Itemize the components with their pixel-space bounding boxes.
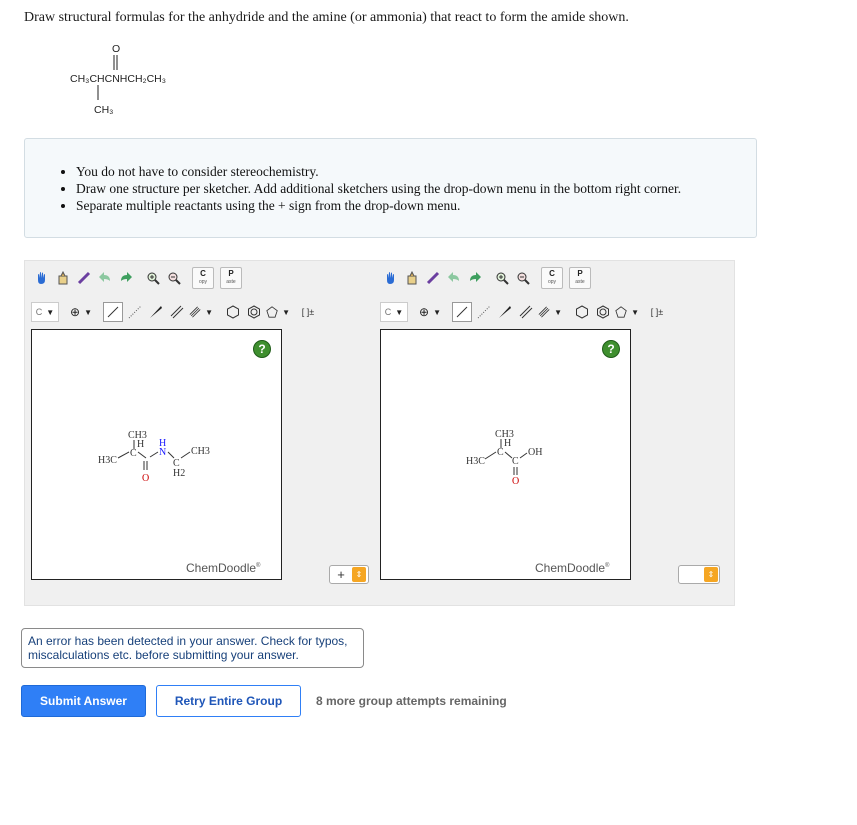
eraser-icon[interactable] <box>403 269 421 287</box>
hand-icon[interactable] <box>382 269 400 287</box>
atom-label: OH <box>528 447 543 458</box>
paste-sub: aste <box>575 279 585 285</box>
zoom-in-icon[interactable] <box>144 269 162 287</box>
bond <box>520 453 527 458</box>
lasso-icon[interactable] <box>75 269 93 287</box>
dashed-bond-icon[interactable] <box>126 303 144 321</box>
molecule-acid <box>381 330 630 579</box>
instruction-item: • Separate multiple reactants using the + sign from the drop-down menu. <box>76 197 756 214</box>
copy-label: C <box>549 269 555 278</box>
paste-button[interactable] <box>220 267 242 289</box>
help-icon[interactable]: ? <box>253 340 271 358</box>
charge-icon: ⊕ <box>70 305 81 319</box>
undo-icon[interactable] <box>96 269 114 287</box>
sketcher-1 <box>25 261 380 607</box>
copy-button[interactable] <box>192 267 214 289</box>
element-select[interactable] <box>31 302 59 322</box>
double-bond-icon[interactable] <box>517 303 535 321</box>
copy-sub: opy <box>547 279 557 285</box>
benzene-icon[interactable] <box>594 303 612 321</box>
sketcher-2-canvas[interactable] <box>380 329 631 580</box>
wedge-bond-icon[interactable] <box>496 303 514 321</box>
charge-select[interactable] <box>417 303 443 321</box>
chevron-down-icon: ▼ <box>46 307 55 317</box>
element-select[interactable] <box>380 302 408 322</box>
chevron-down-icon: ▼ <box>631 307 639 317</box>
atom-label: C <box>497 447 504 458</box>
undo-icon[interactable] <box>445 269 463 287</box>
eraser-icon[interactable] <box>54 269 72 287</box>
zoom-out-icon[interactable] <box>165 269 183 287</box>
atom-label: N <box>159 447 167 458</box>
brackets-tool[interactable]: [ ]± <box>650 307 664 317</box>
atom-label: H <box>504 438 512 449</box>
plus-icon: + <box>337 567 345 582</box>
charge-select[interactable] <box>68 303 94 321</box>
single-bond-tool[interactable] <box>103 302 123 322</box>
bond <box>118 452 129 458</box>
atom-label: C <box>512 456 519 467</box>
help-icon[interactable]: ? <box>602 340 620 358</box>
chevron-down-icon: ▼ <box>84 307 92 317</box>
atom-label: O <box>512 476 520 487</box>
sketcher-1-toolbar-bottom <box>31 301 322 323</box>
amide-main-chain: CH₃CHCNHCH₂CH₃ <box>70 73 167 85</box>
chevron-down-icon: ▼ <box>282 307 290 317</box>
zoom-out-icon[interactable] <box>514 269 532 287</box>
double-bond-icon[interactable] <box>168 303 186 321</box>
atom-label: H2 <box>173 468 186 479</box>
question-text: Draw structural formulas for the anhydride and the amine (or ammonia) that react to form the amide shown. <box>24 10 629 25</box>
instructions-list <box>25 163 756 214</box>
atom-label: H3C <box>98 455 117 466</box>
instruction-item: • You do not have to consider stereochemistry. <box>76 163 756 180</box>
atom-label: CH3 <box>495 429 514 440</box>
bond <box>150 452 158 457</box>
sketcher-2-toolbar-top <box>382 267 597 289</box>
benzene-icon[interactable] <box>245 303 263 321</box>
atom-label: C <box>173 458 180 469</box>
sketcher-2-toolbar-bottom <box>380 301 671 323</box>
spinner-icon: ⇕ <box>704 567 718 582</box>
ring-select[interactable] <box>266 303 290 321</box>
brackets-tool[interactable]: [ ]± <box>301 307 315 317</box>
triple-bond-select[interactable] <box>538 303 562 321</box>
element-label: C <box>384 307 392 317</box>
instructions-box <box>24 138 757 238</box>
copy-sub: opy <box>198 279 208 285</box>
brand-name: ChemDoodle <box>186 561 257 575</box>
chevron-down-icon: ▼ <box>433 307 441 317</box>
redo-icon[interactable] <box>466 269 484 287</box>
charge-icon: ⊕ <box>419 305 430 319</box>
sketcher-area <box>24 260 735 606</box>
chevron-down-icon: ▼ <box>395 307 404 317</box>
atom-label: H <box>159 438 167 449</box>
retry-group-button[interactable]: Retry Entire Group <box>156 685 301 717</box>
dashed-bond-icon[interactable] <box>475 303 493 321</box>
bond <box>505 452 512 458</box>
element-label: C <box>35 307 43 317</box>
brand-mark: ® <box>256 563 261 569</box>
triple-bond-select[interactable] <box>189 303 213 321</box>
submit-answer-button[interactable]: Submit Answer <box>21 685 146 717</box>
single-bond-tool[interactable] <box>452 302 472 322</box>
atom-label: C <box>130 448 137 459</box>
chemdoodle-brand <box>186 561 260 575</box>
add-sketcher-dropdown[interactable] <box>329 565 369 584</box>
copy-button[interactable] <box>541 267 563 289</box>
bond <box>138 452 146 458</box>
spinner-icon: ⇕ <box>352 567 366 582</box>
redo-icon[interactable] <box>117 269 135 287</box>
paste-button[interactable] <box>569 267 591 289</box>
amide-branch: CH₃ <box>94 104 114 116</box>
amide-structure <box>60 40 210 120</box>
sketcher-2 <box>374 261 736 607</box>
hand-icon[interactable] <box>33 269 51 287</box>
ring-select[interactable] <box>615 303 639 321</box>
add-sketcher-dropdown[interactable] <box>678 565 720 584</box>
brand-name: ChemDoodle <box>535 561 606 575</box>
sketcher-1-canvas[interactable] <box>31 329 282 580</box>
copy-label: C <box>200 269 206 278</box>
lasso-icon[interactable] <box>424 269 442 287</box>
paste-label: P <box>228 269 234 278</box>
atom-label: CH3 <box>128 430 147 441</box>
molecule-amide <box>32 330 281 579</box>
chemdoodle-brand <box>535 561 609 575</box>
chevron-down-icon: ▼ <box>205 307 213 317</box>
attempts-remaining: 8 more group attempts remaining <box>316 694 507 708</box>
atom-label: H <box>137 439 145 450</box>
error-message: An error has been detected in your answer. Check for typos, miscalculations etc. before submitting your answer. <box>21 628 364 668</box>
cyclohexane-icon[interactable] <box>573 303 591 321</box>
chevron-down-icon: ▼ <box>554 307 562 317</box>
zoom-in-icon[interactable] <box>493 269 511 287</box>
sketcher-1-toolbar-top <box>33 267 248 289</box>
amide-carbonyl-o: O <box>112 43 121 55</box>
atom-label: H3C <box>466 456 485 467</box>
atom-label: CH3 <box>191 446 210 457</box>
bond <box>181 452 190 458</box>
paste-sub: aste <box>226 279 236 285</box>
wedge-bond-icon[interactable] <box>147 303 165 321</box>
bond <box>485 452 496 459</box>
atom-label: O <box>142 473 150 484</box>
brand-mark: ® <box>605 563 610 569</box>
instruction-item: • Draw one structure per sketcher. Add additional sketchers using the drop-down menu in the bottom right corner. <box>76 180 756 197</box>
paste-label: P <box>577 269 583 278</box>
cyclohexane-icon[interactable] <box>224 303 242 321</box>
